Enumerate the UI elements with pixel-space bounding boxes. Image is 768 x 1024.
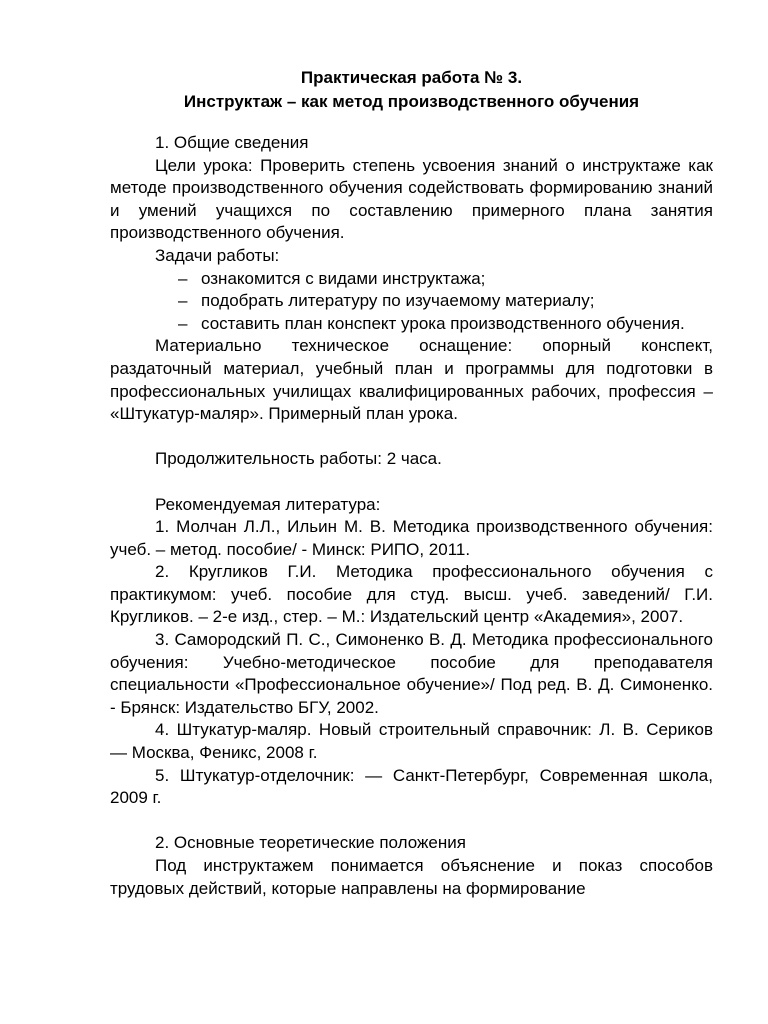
section-heading-general: 1. Общие сведения	[155, 133, 309, 152]
literature-heading: Рекомендуемая литература:	[155, 494, 381, 514]
goals-paragraph: Цели урока: Проверить степень усвоения знаний о инструктаже как методе производственного обучения содействовать формированию знаний и умений учащихся по составлению примерного плана занятия производственного обучения.	[110, 155, 713, 243]
duration-paragraph: Продолжительность работы: 2 часа.	[155, 449, 442, 469]
list-item	[110, 290, 713, 313]
literature-item: 4. Штукатур-маляр. Новый строительный справочник: Л. В. Сериков — Москва, Феникс, 2008 г.	[110, 720, 713, 763]
task-text: подобрать литературу по изучаемому материалу;	[201, 291, 595, 311]
equipment-paragraph: Материально техническое оснащение: опорный конспект, раздаточный материал, учебный план и программы для подготовки в профессиональных училищах квалифицированных рабочих, профессия – «Штукатур-маляр». Примерный план урока.	[110, 336, 713, 424]
literature-item: 5. Штукатур-отделочник: — Санкт-Петербург, Современная школа, 2009 г.	[110, 765, 713, 808]
document-page	[110, 66, 713, 900]
dash-bullet-icon: –	[178, 268, 188, 288]
literature-item: 1. Молчан Л.Л., Ильин М. В. Методика производственного обучения: учеб. – метод. пособие/ - Минск: РИПО, 2011.	[110, 517, 713, 559]
theory-paragraph: Под инструктажем понимается объяснение и показ способов трудовых действий, которые направлены на формирование	[110, 856, 713, 898]
literature-item: 2. Кругликов Г.И. Методика профессионального обучения с практикумом: учеб. пособие для студ. высш. учеб. заведений/ Г.И. Кругликов. – 2-е изд., стер. – М.: Издательский центр «Академия», 2007.	[110, 562, 713, 627]
task-text: ознакомится с видами инструктажа;	[201, 268, 486, 288]
dash-bullet-icon: –	[178, 291, 188, 311]
section-heading-theory: 2. Основные теоретические положения	[155, 833, 466, 853]
tasks-list	[110, 268, 713, 336]
section-general	[110, 132, 713, 471]
document-title	[110, 66, 713, 114]
tasks-heading: Задачи работы:	[155, 245, 280, 265]
section-theory	[110, 832, 713, 900]
dash-bullet-icon: –	[178, 313, 188, 333]
title-line-2: Инструктаж – как метод производственного обучения	[183, 92, 640, 111]
list-item	[110, 268, 713, 291]
list-item	[110, 313, 713, 336]
literature-item: 3. Самородский П. С., Симоненко В. Д. Методика профессионального обучения: Учебно-методическое пособие для преподавателя специальности «Профессиональное обучение»/ Под ред. В. Д. Симоненко. - Брянск: Издательство БГУ, 2002.	[110, 630, 713, 717]
section-literature	[110, 494, 713, 810]
task-text: составить план конспект урока производственного обучения.	[201, 313, 685, 333]
title-line-1: Практическая работа № 3.	[300, 68, 523, 87]
